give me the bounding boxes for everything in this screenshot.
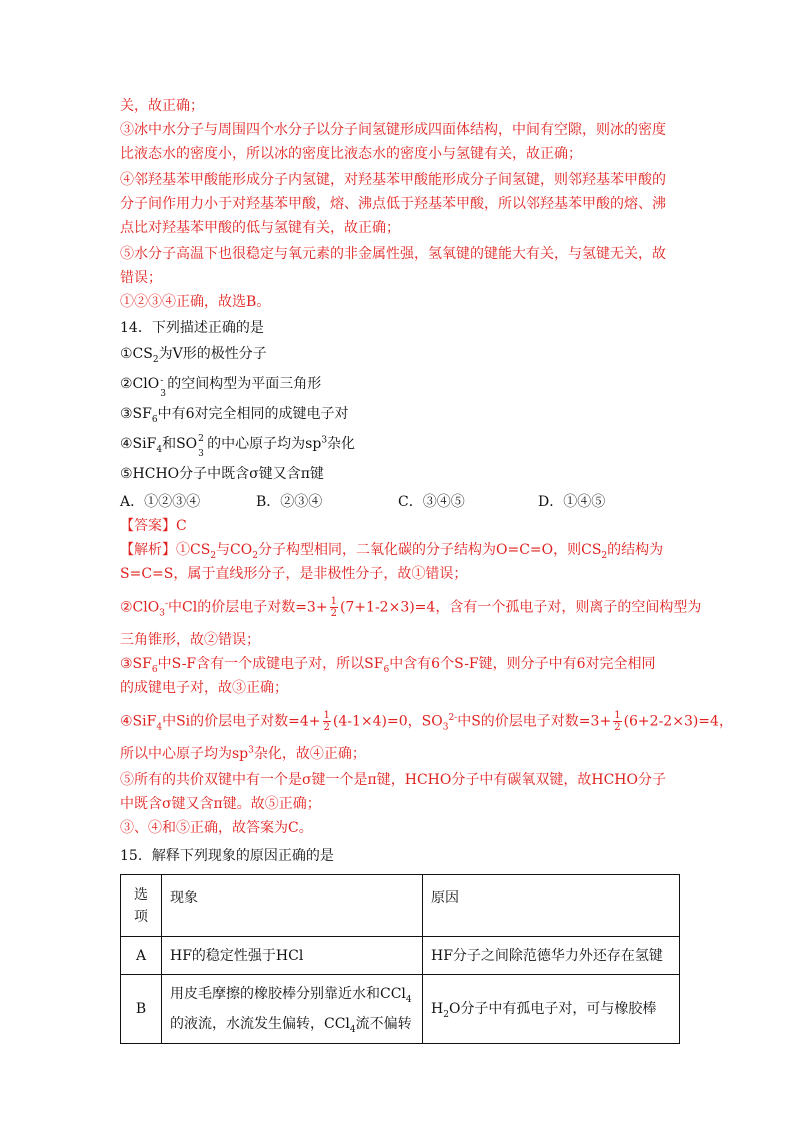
row-option: A (121, 937, 162, 975)
explanation-line: 三角锥形，故②错误； (120, 632, 260, 648)
row-phenomenon: 用皮毛摩擦的橡胶棒分别靠近水和CCl$_4$ 的液流，水流发生偏转，CCl$_4$流不偏转 (162, 975, 423, 1044)
statement-4: ④SiF$_4$和SO 2 3 的中心原子均为$sp^3$杂化 (120, 434, 356, 459)
option-d: D．①④⑤ (538, 494, 606, 510)
analysis-line: 错误； (120, 270, 162, 286)
analysis-line: 关，故正确； (120, 98, 204, 114)
analysis-line: 分子间作用力小于对羟基苯甲酸，熔、沸点低于羟基苯甲酸，所以邻羟基苯甲酸的熔、沸 (120, 196, 666, 212)
row-option: B (121, 975, 162, 1044)
table-row (121, 975, 680, 1044)
analysis-line: 点比对羟基苯甲酸的低与氢键有关，故正确； (120, 220, 400, 236)
fraction: $\frac{1}{2}$ (330, 596, 337, 619)
explanation-line: $③SF_6$中S-F含有一个成键电子对，所以$SF_6$中含有6个S-F键，则分子中有6对完全相同 (120, 656, 656, 675)
explanation-line: ④SiF$_4$中Si的价层电子对数=4+ $\frac{1}{2}$ (4-1×4)=0，$SO_3^{2-}$中S的价层电子对数=3+ $\frac{1}{2}$ (6+2-2×3)=4， (120, 710, 733, 733)
answer-label: 【答案】C (120, 518, 187, 534)
analysis-conclusion: ①②③④正确，故选B。 (120, 294, 271, 310)
explanation-line: 所以中心原子均为$sp^3$杂化，故④正确； (120, 745, 366, 762)
explanation-line: 中既含σ键又含π键。故⑤正确； (120, 796, 321, 812)
header-option: 选项 (121, 875, 162, 937)
table-header-row (121, 875, 680, 937)
analysis-line: ③冰中水分子与周围四个水分子以分子间氢键形成四面体结构，中间有空隙，则冰的密度 (120, 122, 666, 138)
option-b: B．②③④ (256, 494, 323, 510)
statement-5: ⑤HCHO分子中既含σ键又含π键 (120, 466, 324, 482)
explanation-conclusion: ③、④和⑤正确，故答案为C。 (120, 820, 313, 836)
row-reason: $H_2O$分子中有孤电子对，可与橡胶棒 (423, 975, 680, 1044)
question-stem: 15．解释下列现象的原因正确的是 (120, 848, 334, 864)
statement-1: $①CS_2$为V形的极性分子 (120, 346, 267, 365)
analysis-line: ⑤水分子高温下也很稳定与氧元素的非金属性强，氢氧键的键能大有关，与氢键无关，故 (120, 246, 666, 262)
fraction: $\frac{1}{2}$ (323, 710, 330, 733)
statement-3: $③SF_6$中有6对完全相同的成键电子对 (120, 406, 349, 425)
header-phenomenon: 现象 (162, 875, 423, 937)
analysis-line: ④邻羟基苯甲酸能形成分子内氢键，对羟基苯甲酸能形成分子间氢键，则邻羟基苯甲酸的 (120, 172, 666, 188)
reason-table (120, 874, 680, 1044)
option-a: A．①②③④ (120, 494, 201, 510)
explanation-line: ②ClO$_3$-中Cl的价层电子对数=3+ $\frac{1}{2}$ (7+1-2×3)=4，含有一个孤电子对，则离子的空间构型为 (120, 596, 702, 619)
question-stem: 14．下列描述正确的是 (120, 320, 264, 336)
header-reason: 原因 (423, 875, 680, 937)
explanation-line: 【解析】$①CS_2$与$CO_2$分子构型相同，二氧化碳的分子结构为O=C=O，则$CS_2$的结构为 (120, 542, 664, 561)
analysis-line: 比液态水的密度小，所以冰的密度比液态水的密度小与氢键有关，故正确； (120, 146, 582, 162)
explanation-line: ⑤所有的共价双键中有一个是σ键一个是π键，HCHO分子中有碳氧双键，故HCHO分子 (120, 772, 666, 788)
explanation-line: 的成键电子对，故③正确； (120, 680, 288, 696)
table-row (121, 937, 680, 975)
explanation-line: S=C=S，属于直线形分子，是非极性分子，故①错误； (120, 566, 468, 582)
fraction: $\frac{1}{2}$ (614, 710, 621, 733)
row-reason: HF分子之间除范德华力外还存在氢键 (423, 937, 680, 975)
statement-2: ②ClO - 3 的空间构型为平面三角形 (120, 376, 322, 399)
row-phenomenon: HF的稳定性强于HCl (162, 937, 423, 975)
option-c: C．③④⑤ (398, 494, 465, 510)
